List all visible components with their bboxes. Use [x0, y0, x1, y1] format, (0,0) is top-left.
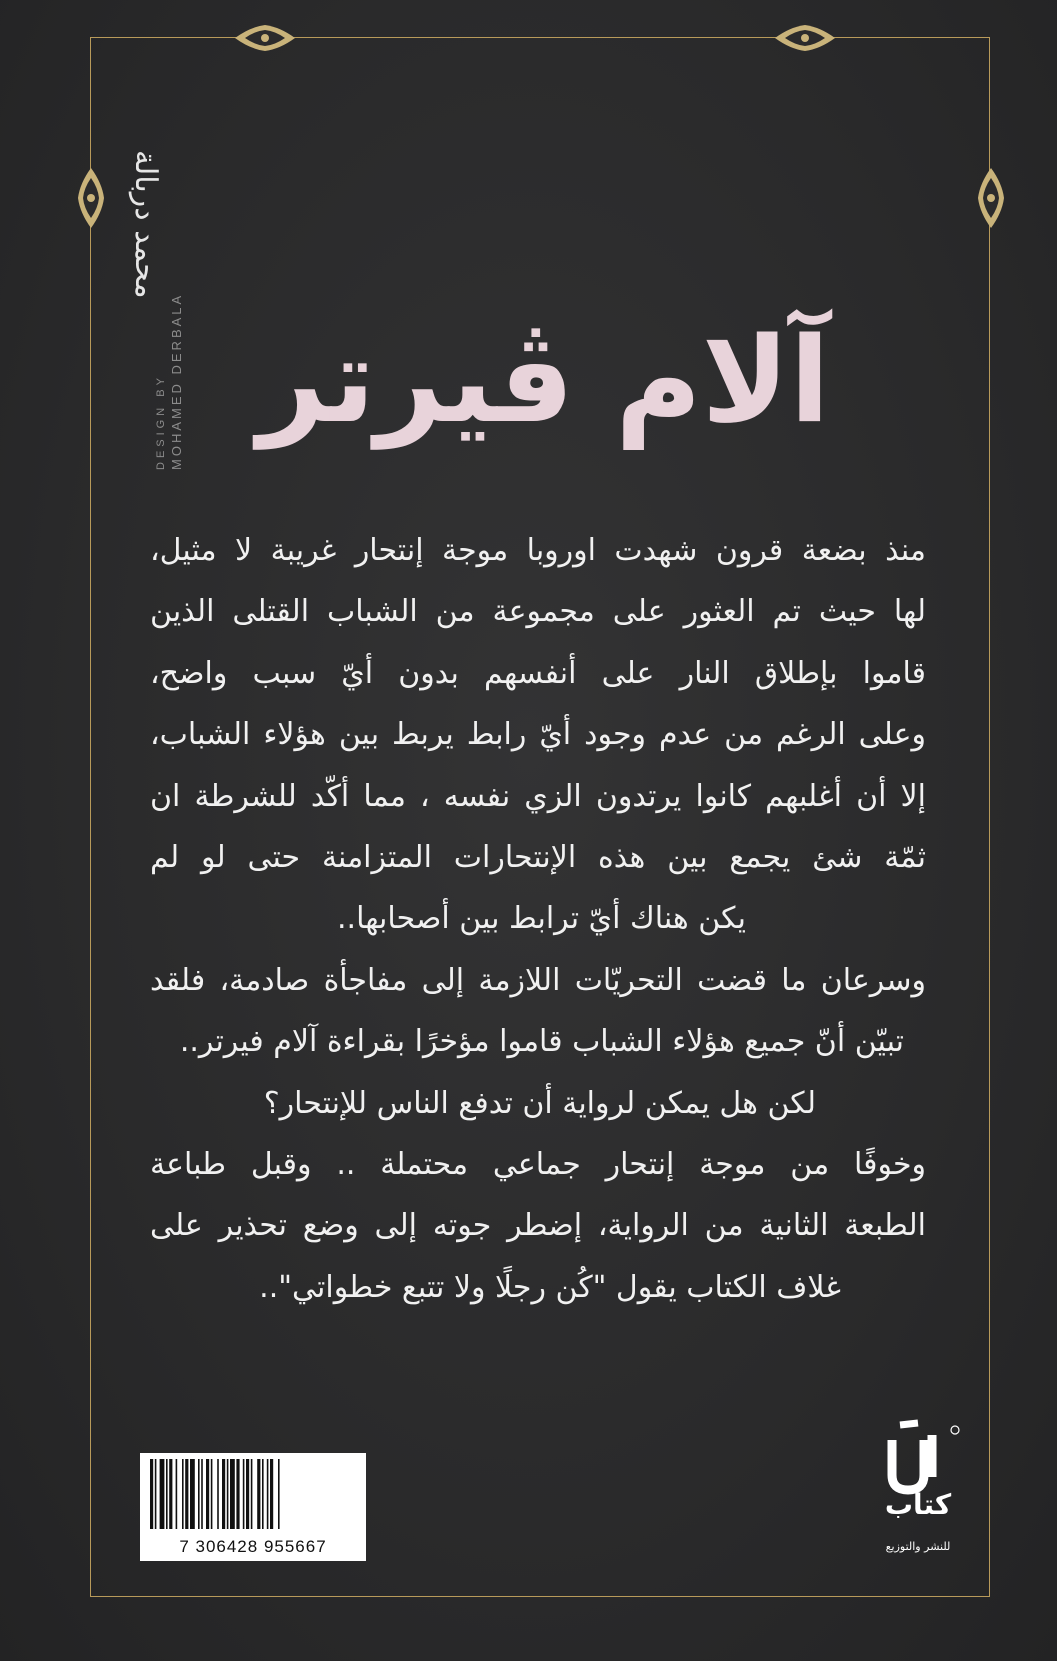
- synopsis-line: الطبعة الثانية من الرواية، إضطر جوته إلى وضع تحذير على: [150, 1208, 926, 1244]
- publisher-tagline: للنشر والتوزيع: [885, 1540, 951, 1553]
- barcode-bar: [278, 1459, 280, 1529]
- barcode-bar: [190, 1459, 195, 1529]
- synopsis-line: منذ بضعة قرون شهدت اوروبا موجة إنتحار غريبة لا مثيل،: [150, 533, 926, 568]
- barcode-bar: [198, 1459, 200, 1529]
- synopsis-line: وسرعان ما قضت التحريّات اللازمة إلى مفاجأة صادمة، فلقد: [150, 962, 926, 998]
- barcode-bar: [206, 1459, 209, 1529]
- barcode-bar: [176, 1459, 178, 1529]
- synopsis-line: وخوفًا من موجة إنتحار جماعي محتملة .. وقبل طباعة: [150, 1146, 926, 1182]
- barcode-bar: [230, 1459, 235, 1529]
- synopsis-line: قاموا بإطلاق النار على أنفسهم بدون أيّ سبب واضح،: [150, 655, 926, 691]
- barcode-bar: [262, 1459, 264, 1529]
- synopsis-line: ثمّة شئ يجمع بين هذه الإنتحارات المتزامنة حتى لو لم: [150, 839, 926, 875]
- synopsis-line: يكن هناك أيّ ترابط بين أصحابها..: [337, 901, 746, 937]
- barcode-bar: [257, 1459, 260, 1529]
- barcode-bar: [150, 1459, 153, 1529]
- barcode-bar: [211, 1459, 213, 1529]
- barcode-bar: [201, 1459, 203, 1529]
- top-right-ornament-icon: [775, 25, 835, 51]
- synopsis-line: لها حيث تم العثور على مجموعة من الشباب القتلى الذين: [150, 594, 926, 630]
- barcode-number: 7 306428 955667: [179, 1537, 327, 1556]
- publisher-logo-icon: [870, 1395, 970, 1555]
- synopsis-line: إلا أن أغلبهم كانوا يرتدون الزي نفسه ، مما أكّد للشرطة ان: [150, 778, 926, 814]
- right-ornament-icon: [978, 168, 1004, 228]
- barcode-bar: [267, 1459, 269, 1529]
- synopsis-line: غلاف الكتاب يقول "كُن رجلًا ولا تتبع خطواتي"..: [259, 1269, 841, 1305]
- synopsis: [150, 520, 926, 1318]
- barcode-bar: [155, 1459, 157, 1529]
- barcode-bar: [185, 1459, 188, 1529]
- barcode-bar: [217, 1459, 219, 1529]
- publisher-name: كتاب: [884, 1488, 952, 1521]
- barcode-bar: [182, 1459, 184, 1529]
- barcode-bar: [270, 1459, 273, 1529]
- synopsis-line: وعلى الرغم من عدم وجود أيّ رابط يربط بين هؤلاء الشباب،: [150, 717, 926, 753]
- barcode-bar: [160, 1459, 165, 1529]
- top-left-ornament-icon: [235, 25, 295, 51]
- barcode-bar: [236, 1459, 239, 1529]
- barcode-bar: [243, 1459, 245, 1529]
- barcode-bar: [169, 1459, 172, 1529]
- barcode-bar: [227, 1459, 229, 1529]
- left-ornament-icon: [78, 168, 104, 228]
- synopsis-line: لكن هل يمكن لرواية أن تدفع الناس للإنتحار؟: [263, 1085, 816, 1121]
- designer-signature: محمد دربالة: [128, 150, 163, 299]
- designer-label: DESIGN BY: [155, 374, 167, 470]
- barcode: [140, 1453, 366, 1561]
- barcode-bar: [246, 1459, 249, 1529]
- synopsis-line: تبيّن أنّ جميع هؤلاء الشباب قاموا مؤخرًا بقراءة آلام فيرتر..: [179, 1024, 904, 1060]
- barcode-bar: [251, 1459, 253, 1529]
- barcode-bar: [166, 1459, 168, 1529]
- book-title: آلام ڤيرتر: [257, 311, 830, 449]
- designer-name: MOHAMED DERBALA: [169, 292, 184, 470]
- barcode-bar: [222, 1459, 225, 1529]
- barcode-bars: [148, 1459, 358, 1529]
